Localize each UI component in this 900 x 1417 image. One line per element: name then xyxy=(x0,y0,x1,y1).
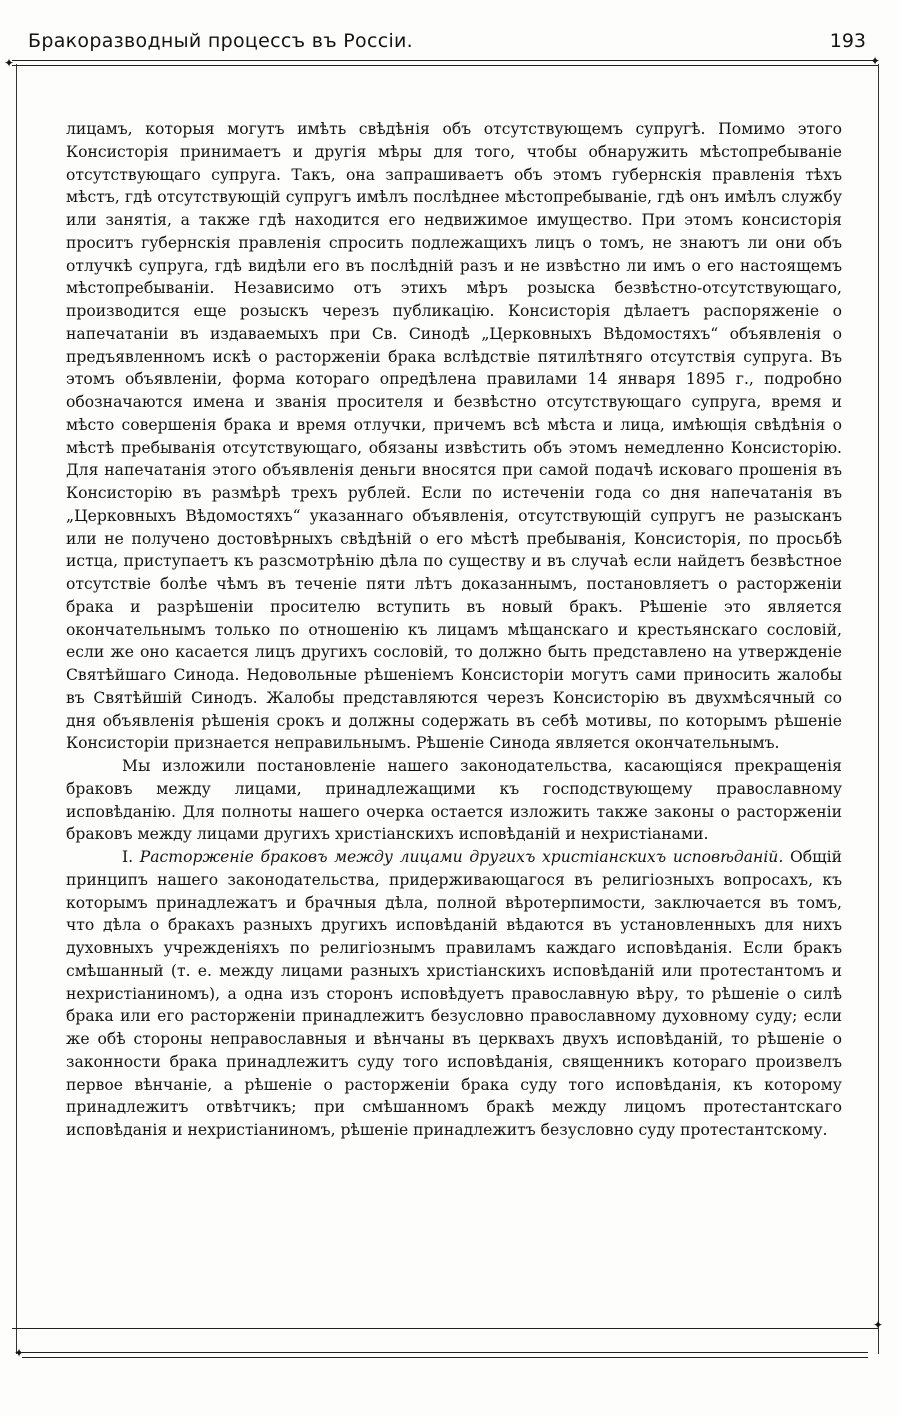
paragraph-consistory-procedure: лицамъ, которыя могутъ имѣть свѣдѣнія объ отсутствующемъ супругѣ. Помимо этого Консисторія принимаетъ и другія мѣры для того, чтобы обнаружить мѣстопребываніе отсутствующаго супруга. Такъ, она запрашиваетъ объ этомъ губернскія правленія тѣхъ мѣстъ, гдѣ отсутствующій супругъ имѣлъ послѣднее мѣстопребываніе, гдѣ онъ имѣлъ службу или занятія, а также гдѣ находится его недвижимое имущество. При этомъ консисторія проситъ губернскія правленія спросить подлежащихъ лицъ о томъ, не знаютъ ли они объ отлучкѣ супруга, гдѣ видѣли его въ послѣдній разъ и не извѣстно ли имъ о его настоящемъ мѣстопребываніи. Независимо отъ этихъ мѣръ розыска безвѣстно-отсутствующаго, производится еще розыскъ черезъ публикацію. Консисторія дѣлаетъ распоряженіе о напечатаніи въ издаваемыхъ при Св. Синодѣ „Церковныхъ Вѣдомостяхъ“ объявленія о предъявленномъ искѣ о расторженіи брака вслѣдствіе пятилѣтняго отсутствія супруга. Въ этомъ объявленіи, форма котораго опредѣлена правилами 14 января 1895 г., подробно обозначаются имена и званія просителя и безвѣстно отсутствующаго супруга, время и мѣсто совершенія брака и время отлучки, причемъ всѣ мѣста и лица, имѣющія свѣдѣнія о мѣстѣ пребыванія отсутствующаго, обязаны извѣстить объ этомъ немедленно Консисторію. Для напечатанія этого объявленія деньги вносятся при самой подачѣ исковаго прошенія въ Консисторію въ размѣрѣ трехъ рублей. Если по истеченіи года со дня напечатанія въ „Церковныхъ Вѣдомостяхъ“ указаннаго объявленія, отсутствующій супругъ не разысканъ или не получено достовѣрныхъ свѣдѣній о его мѣстѣ пребыванія, Консисторія, по просьбѣ истца, приступаетъ къ разсмотрѣнію дѣла по существу и въ случаѣ если найдетъ безвѣстное отсутствіе болѣе чѣмъ въ теченіе пяти лѣтъ доказаннымъ, постановляетъ о расторженіи брака и разрѣшеніи просителю вступить въ новый бракъ. Рѣшеніе это является окончательнымъ только по отношенію къ лицамъ мѣщанскаго и крестьянскаго сословій, если же оно касается лицъ другихъ сословій, то должно быть представлено на утвержденіе Святѣйшаго Синода. Недовольные рѣшеніемъ Консисторіи могутъ сами приносить жалобы въ Святѣйшій Синодъ. Жалобы представляются черезъ Консисторію въ двухмѣсячный со дня объявленія рѣшенія срокъ и должны содержать въ себѣ мотивы, по которымъ рѣшеніе Консисторіи признается неправильнымъ. Рѣшеніе Синода является окончательнымъ. xyxy=(66,120,842,753)
paragraph-other-confessions xyxy=(66,846,842,1142)
page-number: 193 xyxy=(829,30,866,52)
bottom-rule-thin xyxy=(12,1328,878,1329)
section-text: Общій принципъ нашего законодательства, придерживающагося въ религіозныхъ вопросахъ, къ которымъ принадлежатъ и брачныя дѣла, полной вѣротерпимости, заключается въ томъ, что дѣла о бракахъ разныхъ другихъ исповѣданій вѣдаются въ установленныхъ для нихъ духовныхъ учрежденіяхъ по религіознымъ правиламъ каждаго исповѣданія. Если бракъ смѣшанный (т. е. между лицами разныхъ христіанскихъ исповѣданій или протестантомъ и нехристіаниномъ), а одна изъ сторонъ исповѣдуетъ православную вѣру, то рѣшеніе о силѣ брака или его расторженіи принадлежитъ безусловно православному духовному суду; если же обѣ стороны неправославныя и вѣнчаны въ церквахъ двухъ исповѣданій, то рѣшеніе о законности брака принадлежитъ суду того исповѣданія, священникъ котораго произвелъ первое вѣнчаніе, а рѣшеніе о расторженіи брака суду того исповѣданія, къ которому принадлежитъ отвѣтчикъ; при смѣшанномъ бракѣ между лицомъ протестантскаго исповѣданія и нехристіаниномъ, рѣшеніе принадлежитъ безусловно суду протестантскому. xyxy=(66,848,843,1139)
top-rule xyxy=(12,60,878,61)
paragraph-transition: Мы изложили постановленіе нашего законодательства, касающіяся прекращенія браковъ между лицами, принадлежащими къ господствующему православному исповѣданію. Для полноты нашего очерка остается изложить также законы о расторженіи браковъ между лицами другихъ христіанскихъ исповѣданій и нехристіанами. xyxy=(66,757,842,844)
running-title: Бракоразводный процессъ въ Россіи. xyxy=(28,30,414,52)
section-number: I. xyxy=(122,848,140,866)
bottom-rule xyxy=(22,1352,868,1353)
section-title: Расторженіе браковъ между лицами другихъ христіанскихъ исповѣданій. xyxy=(139,848,784,866)
left-border-line xyxy=(16,64,17,1354)
main-text xyxy=(66,118,842,1142)
corner-ornament-top-right: ✦ xyxy=(870,54,881,68)
corner-ornament-bottom-left: ✦ xyxy=(14,1346,25,1360)
bottom-rule-second xyxy=(22,1357,868,1358)
corner-ornament-bottom-right: ✦ xyxy=(873,1318,884,1332)
running-head xyxy=(28,30,866,58)
right-border-line xyxy=(878,64,879,1354)
top-rule-thin xyxy=(12,65,878,66)
corner-ornament-top-left: ✦ xyxy=(4,56,15,70)
